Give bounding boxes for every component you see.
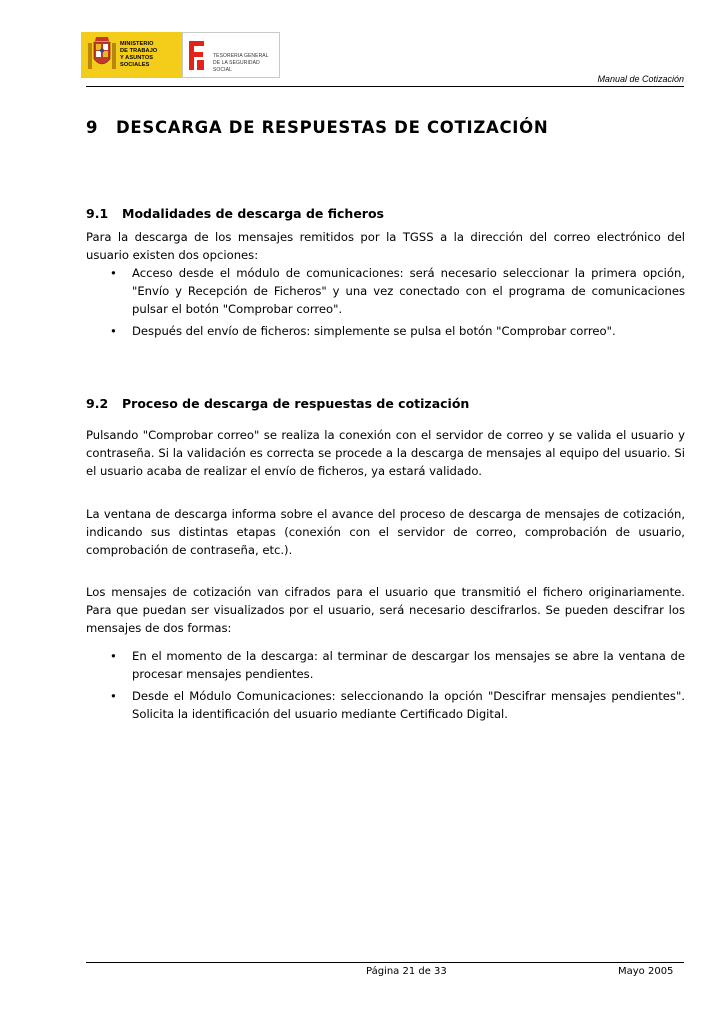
bullet-icon: • [110, 649, 117, 663]
list-item-text: Acceso desde el módulo de comunicaciones: será necesario seleccionar la primera opción, "Envío y Recepción de Ficheros" y una vez conectado con el programa de comunicaciones pulsar el botón "Comprobar correo". [132, 266, 685, 316]
header-divider [86, 86, 684, 87]
section-number: 9.1 [86, 206, 109, 221]
seguridad-social-icon [186, 36, 206, 74]
list-item-text: Después del envío de ficheros: simplemente se pulsa el botón "Comprobar correo". [132, 324, 616, 338]
ministerio-line: DE TRABAJO [120, 48, 158, 54]
list-item [86, 647, 685, 683]
section-title: Proceso de descarga de respuestas de cotización [122, 396, 470, 411]
section-title: Modalidades de descarga de ficheros [122, 206, 384, 221]
chapter-number: 9 [86, 118, 99, 137]
section-number: 9.2 [86, 396, 109, 411]
coat-of-arms-icon [88, 35, 116, 73]
list-item [86, 322, 685, 340]
section-1-intro: Para la descarga de los mensajes remitidos por la TGSS a la dirección del correo electrónico del usuario existen dos opciones: [86, 230, 685, 262]
seguridad-line: DE LA SEGURIDAD SOCIAL [213, 60, 260, 73]
ministerio-line: Y ASUNTOS SOCIALES [120, 55, 154, 68]
list-item [86, 687, 685, 723]
section-2-paragraph-2: La ventana de descarga informa sobre el avance del proceso de descarga de mensajes de cotización, indicando sus distintas etapas (conexión con el servidor de correo, comprobación de usuario, comprobación de contraseña, etc.). [86, 507, 685, 557]
ministerio-name [120, 41, 182, 69]
list-item [86, 264, 685, 318]
section-heading-9-2 [86, 396, 469, 411]
section-heading-9-1 [86, 206, 384, 221]
chapter-heading [86, 118, 548, 137]
chapter-title: DESCARGA DE RESPUESTAS DE COTIZACIÓN [116, 118, 549, 137]
bullet-icon: • [110, 324, 117, 338]
seguridad-social-name [213, 53, 279, 74]
section-2-paragraph-3: Los mensajes de cotización van cifrados para el usuario que transmitió el fichero originariamente. Para que puedan ser visualizados por el usuario, será necesario descifrarlos. Se pueden descifrar los mensajes de dos formas: [86, 585, 685, 635]
running-header: Manual de Cotización [597, 74, 684, 84]
ministerio-logo [81, 32, 182, 78]
section-2-decrypt-list [86, 647, 685, 723]
seguridad-social-logo [182, 32, 280, 78]
header-logos [81, 32, 280, 78]
footer-divider [86, 962, 684, 963]
footer-date: Mayo 2005 [618, 966, 674, 977]
ministerio-line: MINISTERIO [120, 41, 154, 47]
section-2-paragraph-1: Pulsando "Comprobar correo" se realiza la conexión con el servidor de correo y se valida el usuario y contraseña. Si la validación es correcta se procede a la descarga de mensajes al equipo del usuario. Si el usuario acaba de realizar el envío de ficheros, ya estará validado. [86, 428, 685, 478]
section-1-options-list [86, 264, 685, 340]
list-item-text: Desde el Módulo Comunicaciones: seleccionando la opción "Descifrar mensajes pendientes". Solicita la identificación del usuario mediante Certificado Digital. [132, 689, 685, 721]
seguridad-line: TESORERIA GENERAL [213, 53, 269, 59]
list-item-text: En el momento de la descarga: al terminar de descargar los mensajes se abre la ventana de procesar mensajes pendientes. [132, 649, 685, 681]
page-number: Página 21 de 33 [366, 966, 447, 977]
bullet-icon: • [110, 266, 117, 280]
bullet-icon: • [110, 689, 117, 703]
